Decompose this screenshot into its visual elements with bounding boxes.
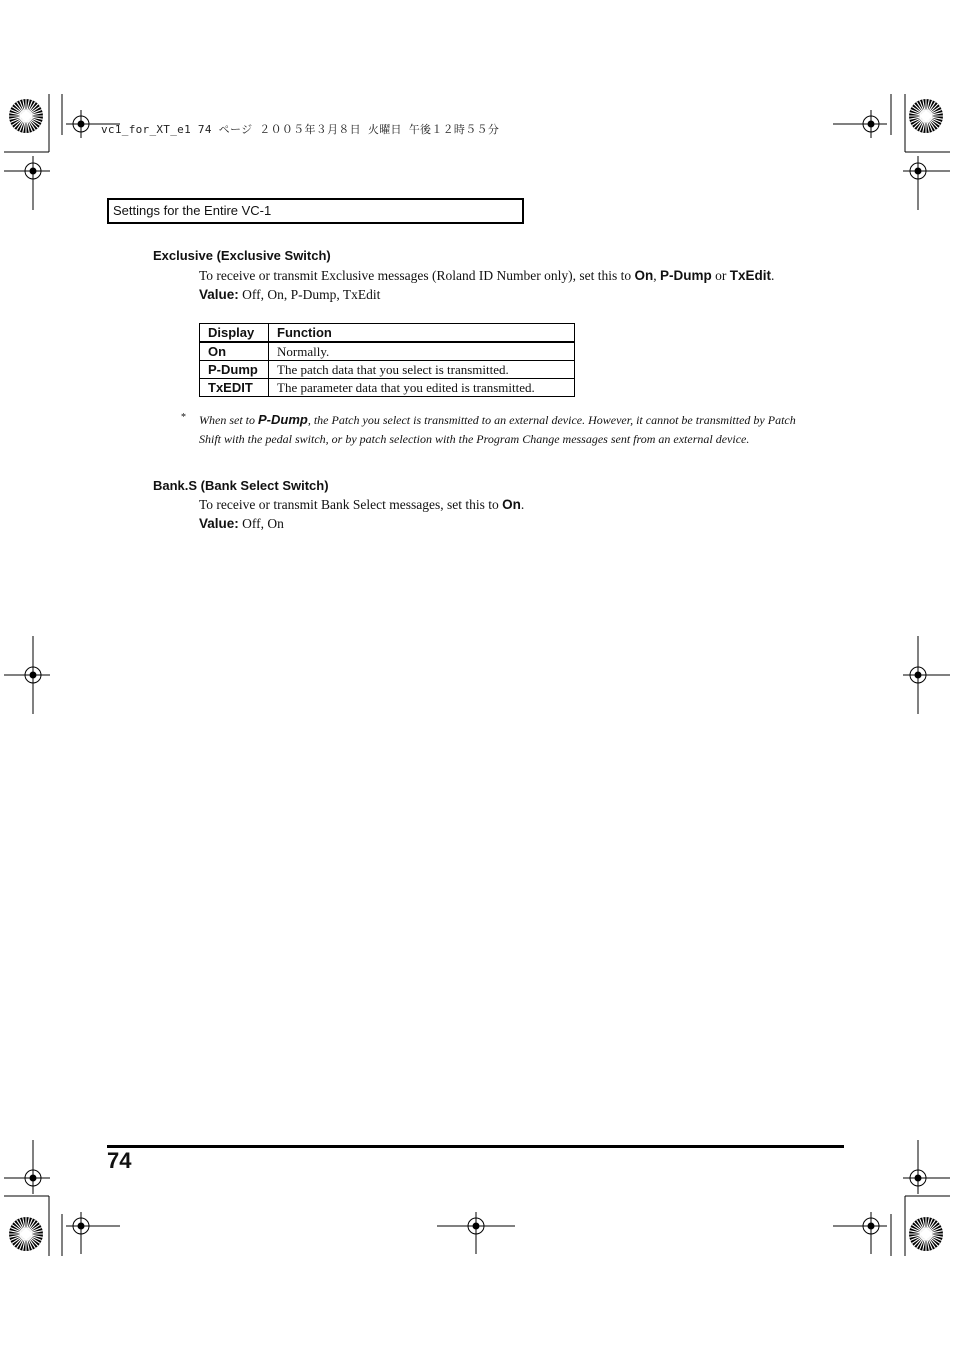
bank-select-value: Value: Off, On — [199, 516, 284, 531]
page-number: 74 — [107, 1148, 132, 1173]
exclusive-description: To receive or transmit Exclusive messages (Roland ID Number only), set this to On, P-Dump or TxEdit. — [199, 268, 775, 283]
exclusive-heading: Exclusive (Exclusive Switch) — [153, 248, 331, 263]
star-target-icon — [9, 1217, 43, 1251]
table-cell-display: On — [200, 342, 269, 361]
star-target-icon — [909, 1217, 943, 1251]
note-asterisk: * — [181, 412, 186, 423]
column-header-function: Function — [269, 324, 575, 343]
star-target-icon — [909, 99, 943, 133]
print-slug: vc1_for_XT_e1 74 ページ ２００５年３月８日 火曜日 午後１２時５５分 — [101, 123, 500, 136]
table-cell-function: The parameter data that you edited is transmitted. — [269, 379, 575, 397]
note-text: When set to P-Dump, the Patch you select is transmitted to an external device. However, it cannot be transmitted by Patch Shift with the pedal switch, or by patch selection with the Program Change messages sent from an external device. — [199, 412, 796, 446]
exclusive-value: Value: Off, On, P-Dump, TxEdit — [199, 287, 381, 302]
table-cell-display: TxEDIT — [200, 379, 269, 397]
bank-select-description: To receive or transmit Bank Select messages, set this to On. — [199, 497, 525, 512]
table-cell-function: The patch data that you select is transmitted. — [269, 361, 575, 379]
column-header-display: Display — [200, 324, 269, 343]
table-cell-function: Normally. — [269, 342, 575, 361]
section-header: Settings for the Entire VC-1 — [107, 198, 524, 224]
star-target-icon — [9, 99, 43, 133]
bank-select-heading: Bank.S (Bank Select Switch) — [153, 478, 329, 493]
table-cell-display: P-Dump — [200, 361, 269, 379]
